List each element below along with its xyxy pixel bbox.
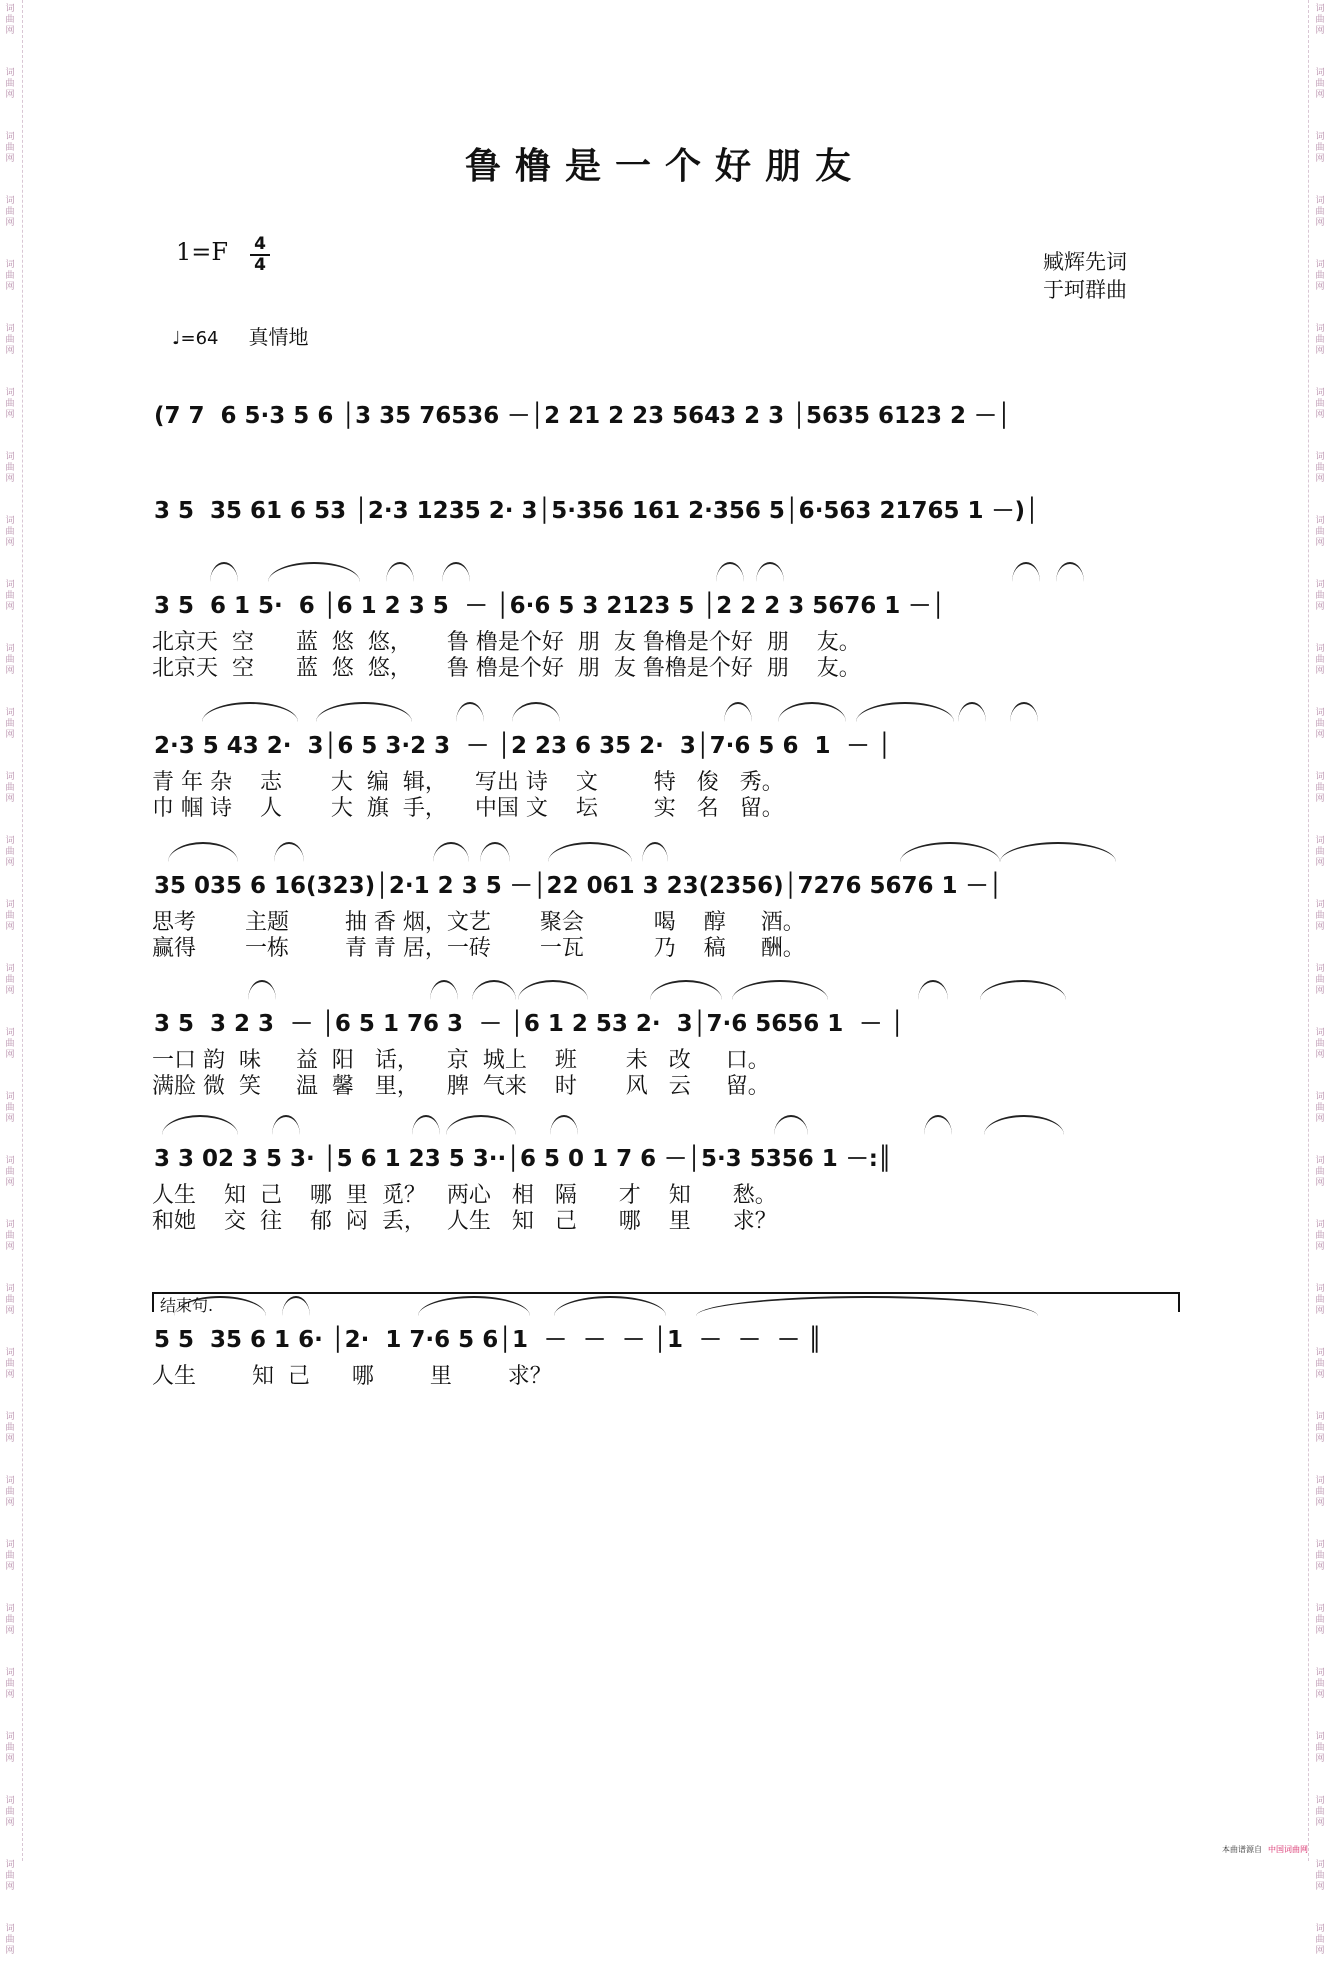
- watermark-text: 词 曲 网: [1315, 260, 1325, 292]
- jianpu-notes: 3 5 6 1 5· 6 │6 1 2 3 5 － │6·6 5 3 2123 5 │2 2 2 3 5676 1 －│: [154, 593, 946, 619]
- watermark-text: 词 曲 网: [1315, 324, 1325, 356]
- watermark-text: 词 曲 网: [1315, 1348, 1325, 1380]
- watermark-text: 词 曲 网: [5, 1924, 15, 1956]
- footer-source: 本曲谱源自: [1222, 1845, 1262, 1854]
- watermark-text: 词 曲 网: [1315, 1860, 1325, 1892]
- jianpu-notes: 3 5 35 61 6 53 │2·3 1235 2· 3│5·356 161 2·356 5│6·563 21765 1 －)│: [154, 498, 1039, 524]
- lyric-line-1: 一口 韵 味 益 阳 话， 京 城上 班 未 改 口。: [152, 1048, 770, 1073]
- slur: [1056, 562, 1084, 582]
- watermark-text: 词 曲 网: [1315, 644, 1325, 676]
- lyric-line-1: 人生 知 己 哪 里 求？: [152, 1364, 552, 1389]
- watermark-text: 词 曲 网: [5, 452, 15, 484]
- lyric-line-2: 满脸 微 笑 温 馨 里， 脾 气来 时 风 云 留。: [152, 1074, 770, 1099]
- lyric-line-2: 和她 交 往 郁 闷 丢， 人生 知 己 哪 里 求？: [152, 1209, 777, 1234]
- watermark-text: 词 曲 网: [1315, 1732, 1325, 1764]
- watermark-text: 词 曲 网: [1315, 1668, 1325, 1700]
- lyric-line-1: 思考 主题 抽 香 烟，文艺 聚会 喝 醇 酒。: [152, 910, 805, 935]
- watermark-text: 词 曲 网: [5, 644, 15, 676]
- page-title: 鲁橹是一个好朋友: [464, 145, 865, 187]
- right-watermark-strip: [1312, 0, 1328, 1956]
- watermark-text: 词 曲 网: [1315, 516, 1325, 548]
- system-7: [150, 1135, 1180, 1235]
- jianpu-notes: 35 035 6 16(323)│2·1 2 3 5 －│22 061 3 23(2356)│7276 5676 1 －│: [154, 873, 1003, 899]
- tempo-marking: [172, 321, 308, 350]
- watermark-text: 词 曲 网: [1315, 964, 1325, 996]
- watermark-text: 词 曲 网: [1315, 452, 1325, 484]
- slur: [550, 1115, 578, 1135]
- watermark-text: 词 曲 网: [5, 1860, 15, 1892]
- slur: [202, 702, 298, 722]
- watermark-text: 词 曲 网: [5, 388, 15, 420]
- slur: [856, 702, 954, 722]
- lyric-line-1: 人生 知 己 哪 里 觅？ 两心 相 隔 才 知 愁。: [152, 1183, 777, 1208]
- watermark-text: 词 曲 网: [1315, 1412, 1325, 1444]
- watermark-text: 词 曲 网: [1315, 580, 1325, 612]
- key-signature: 1=F: [176, 238, 229, 266]
- system-2: [150, 487, 1180, 535]
- slur: [716, 562, 744, 582]
- slur: [518, 980, 588, 1000]
- watermark-text: 词 曲 网: [1315, 836, 1325, 868]
- watermark-text: 词 曲 网: [1315, 1220, 1325, 1252]
- left-border: [22, 0, 23, 1861]
- slur: [248, 980, 276, 1000]
- watermark-text: 词 曲 网: [1315, 1028, 1325, 1060]
- note-line: [150, 1000, 1180, 1048]
- watermark-text: 词 曲 网: [1315, 1924, 1325, 1956]
- lyric-line-2: 巾 帼 诗 人 大 旗 手， 中国 文 坛 实 名 留。: [152, 796, 784, 821]
- watermark-text: 词 曲 网: [1315, 772, 1325, 804]
- watermark-text: 词 曲 网: [5, 1284, 15, 1316]
- slur: [918, 980, 948, 1000]
- watermark-text: 词 曲 网: [5, 1412, 15, 1444]
- slur: [433, 842, 469, 862]
- watermark-text: 词 曲 网: [5, 132, 15, 164]
- watermark-text: 词 曲 网: [1315, 1156, 1325, 1188]
- watermark-text: 词 曲 网: [5, 516, 15, 548]
- tempo-mark: ♩=64: [172, 328, 219, 349]
- slur: [412, 1115, 440, 1135]
- slur: [642, 842, 668, 862]
- slur: [268, 562, 360, 582]
- system-3: [150, 582, 1180, 682]
- credits: [1043, 248, 1127, 304]
- lyric-line-2: 赢得 一栋 青 青 居，一砖 一瓦 乃 稿 酬。: [152, 936, 805, 961]
- note-line: [150, 582, 1180, 630]
- watermark-text: 词 曲 网: [5, 1092, 15, 1124]
- watermark-text: 词 曲 网: [5, 1796, 15, 1828]
- watermark-text: 词 曲 网: [5, 1220, 15, 1252]
- slur: [274, 842, 304, 862]
- slur: [480, 842, 510, 862]
- note-line: [150, 862, 1180, 910]
- system-5: [150, 862, 1180, 962]
- watermark-text: 词 曲 网: [1315, 1092, 1325, 1124]
- jianpu-notes: 2·3 5 43 2· 3│6 5 3·2 3 － │2 23 6 35 2· 3│7·6 5 6 1 － │: [154, 733, 892, 759]
- watermark-text: 词 曲 网: [5, 708, 15, 740]
- system-8: [150, 1316, 1180, 1390]
- watermark-text: 词 曲 网: [5, 1668, 15, 1700]
- watermark-text: 词 曲 网: [1315, 1540, 1325, 1572]
- slur: [958, 702, 986, 722]
- jianpu-notes: 3 5 3 2 3 － │6 5 1 76 3 － │6 1 2 53 2· 3│7·6 5656 1 － │: [154, 1011, 905, 1037]
- watermark-text: 词 曲 网: [1315, 68, 1325, 100]
- slur: [512, 702, 560, 722]
- watermark-text: 词 曲 网: [5, 324, 15, 356]
- jianpu-notes: 5 5 35 6 1 6· │2· 1 7·6 5 6│1 － － － │1 － － － ║: [154, 1327, 822, 1353]
- watermark-text: 词 曲 网: [5, 1540, 15, 1572]
- watermark-text: 词 曲 网: [1315, 132, 1325, 164]
- lyric-line-2: 北京天 空 蓝 悠 悠， 鲁 橹是个好 朋 友 鲁橹是个好 朋 友。: [152, 656, 861, 681]
- slur: [900, 842, 1000, 862]
- lyric-line-1: 北京天 空 蓝 悠 悠， 鲁 橹是个好 朋 友 鲁橹是个好 朋 友。: [152, 630, 861, 655]
- slur: [442, 562, 470, 582]
- note-line: [150, 722, 1180, 770]
- note-line: [150, 1316, 1180, 1364]
- composer: 于珂群曲: [1043, 278, 1127, 302]
- jianpu-notes: (7 7 6 5·3 5 6 │3 35 76536 －│2 21 2 23 5643 2 3 │5635 6123 2 －│: [154, 403, 1011, 429]
- slur: [456, 702, 484, 722]
- slur: [548, 842, 632, 862]
- jianpu-notes: 3 3 02 3 5 3· │5 6 1 23 5 3··│6 5 0 1 7 6 －│5·3 5356 1 －:║: [154, 1146, 892, 1172]
- watermark-text: 词 曲 网: [1315, 1476, 1325, 1508]
- system-4: [150, 722, 1180, 822]
- lyricist: 臧辉先词: [1043, 250, 1127, 274]
- watermark-text: 词 曲 网: [5, 836, 15, 868]
- right-border: [1308, 0, 1309, 1861]
- footer-site: 中国词曲网: [1268, 1845, 1308, 1854]
- lyric-line-1: 青 年 杂 志 大 编 辑， 写出 诗 文 特 俊 秀。: [152, 770, 784, 795]
- slur: [778, 702, 846, 722]
- slur: [1012, 562, 1040, 582]
- slur: [168, 842, 238, 862]
- slur: [724, 702, 752, 722]
- left-watermark-strip: [2, 0, 18, 1956]
- tempo-mood: 真情地: [248, 325, 309, 349]
- footer: [1222, 1844, 1308, 1855]
- slur: [1010, 702, 1038, 722]
- ending-bracket: [152, 1292, 1180, 1312]
- watermark-text: 词 曲 网: [5, 196, 15, 228]
- watermark-text: 词 曲 网: [5, 1028, 15, 1060]
- time-signature-bottom: 4: [254, 255, 266, 275]
- watermark-text: 词 曲 网: [1315, 388, 1325, 420]
- watermark-text: 词 曲 网: [1315, 196, 1325, 228]
- slur: [1000, 842, 1116, 862]
- watermark-text: 词 曲 网: [5, 1604, 15, 1636]
- watermark-text: 词 曲 网: [1315, 1796, 1325, 1828]
- time-signature: [250, 236, 270, 274]
- note-line: [150, 487, 1180, 535]
- slur: [732, 980, 828, 1000]
- slur: [162, 1115, 238, 1135]
- time-signature-top: 4: [254, 234, 266, 254]
- watermark-text: 词 曲 网: [5, 1476, 15, 1508]
- watermark-text: 词 曲 网: [1315, 4, 1325, 36]
- slur: [430, 980, 458, 1000]
- watermark-text: 词 曲 网: [5, 1156, 15, 1188]
- slur: [472, 980, 516, 1000]
- note-line: [150, 392, 1180, 440]
- watermark-text: 词 曲 网: [5, 68, 15, 100]
- slur: [924, 1115, 952, 1135]
- watermark-text: 词 曲 网: [5, 964, 15, 996]
- slur: [272, 1115, 300, 1135]
- watermark-text: 词 曲 网: [1315, 708, 1325, 740]
- watermark-text: 词 曲 网: [1315, 1604, 1325, 1636]
- slur: [316, 702, 412, 722]
- watermark-text: 词 曲 网: [5, 1348, 15, 1380]
- watermark-text: 词 曲 网: [5, 260, 15, 292]
- watermark-text: 词 曲 网: [5, 580, 15, 612]
- system-6: [150, 1000, 1180, 1100]
- ending-label: 结束句.: [160, 1296, 214, 1315]
- slur: [774, 1115, 808, 1135]
- note-line: [150, 1135, 1180, 1183]
- watermark-text: 词 曲 网: [1315, 1284, 1325, 1316]
- slur: [386, 562, 414, 582]
- watermark-text: 词 曲 网: [5, 900, 15, 932]
- system-1: [150, 392, 1180, 440]
- slur: [210, 562, 238, 582]
- slur: [446, 1115, 516, 1135]
- watermark-text: 词 曲 网: [5, 1732, 15, 1764]
- slur: [980, 980, 1066, 1000]
- slur: [650, 980, 722, 1000]
- watermark-text: 词 曲 网: [5, 4, 15, 36]
- slur: [756, 562, 784, 582]
- watermark-text: 词 曲 网: [1315, 900, 1325, 932]
- watermark-text: 词 曲 网: [5, 772, 15, 804]
- slur: [984, 1115, 1064, 1135]
